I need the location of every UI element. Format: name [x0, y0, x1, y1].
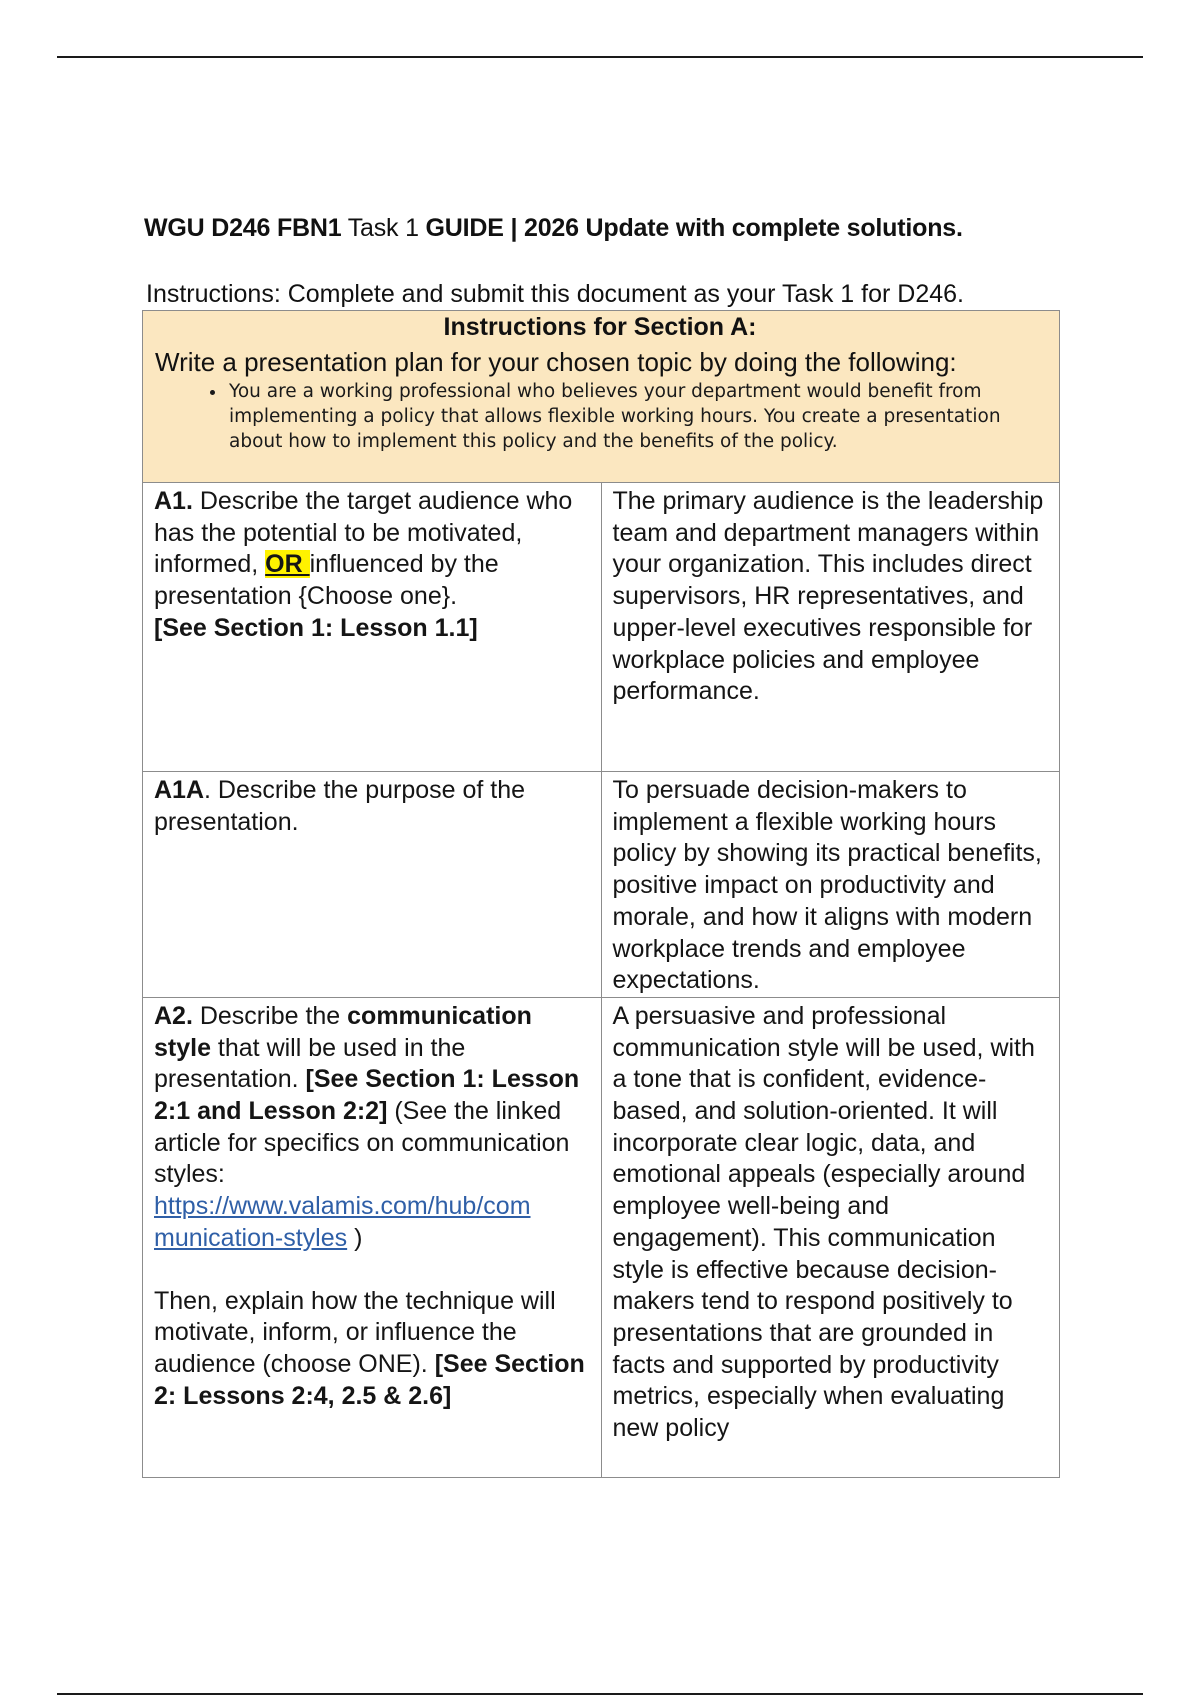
section-a-bullet-list	[155, 379, 1045, 454]
section-a-row	[143, 311, 1060, 483]
section-a-bullet: • You are a working professional who believes your department would benefit from implementing a policy that allows flexible working hours. You create a presentation about how to implement this policy and the benefits of the policy.	[227, 379, 1045, 454]
task-table	[142, 310, 1060, 1478]
a1a-prompt-cell	[143, 772, 602, 998]
a1a-label: A1A	[154, 776, 205, 804]
document-title	[144, 214, 963, 243]
a1-highlight: OR	[265, 550, 310, 579]
section-a-instructions	[143, 311, 1060, 483]
table-row-a1	[143, 483, 1060, 772]
a2-prompt-cell	[143, 997, 602, 1477]
a1a-text: . Describe the purpose of the presentation.	[154, 776, 526, 836]
section-a-heading: Instructions for Section A:	[443, 313, 757, 341]
a2-text: Describe the	[192, 1001, 348, 1030]
title-part-1: WGU D246 FBN1	[144, 214, 342, 242]
valamis-link-part-1: https://www.valamis.com/hub/com	[154, 1192, 531, 1221]
section-a-intro: Write a presentation plan for your chosen topic by doing the following:	[155, 347, 957, 377]
top-rule	[57, 56, 1143, 58]
bottom-rule	[57, 1693, 1143, 1695]
a2-reference-2: [See Section 2: Lessons 2:4, 2.5 & 2.6]	[154, 1349, 585, 1410]
title-part-3: GUIDE | 2026 Update with complete solutions.	[425, 214, 963, 242]
title-part-2: Task 1	[341, 214, 426, 242]
a2-answer-cell[interactable]: A persuasive and professional communication style will be used, with a tone that is confident, evidence-based, and solution-oriented. It will incorporate clear logic, data, and emotional appeals (especially around employee well-being and engagement). This communication style is effective because decision-makers tend to respond positively to presentations that are grounded in facts and supported by productivity metrics, especially when evaluating new policy	[601, 997, 1060, 1477]
a2-label: A2.	[154, 1001, 193, 1030]
a1-text: Describe the target audience who has the potential to be motivated, informed,	[154, 487, 573, 579]
table-row-a1a	[143, 772, 1060, 998]
instructions-line: Instructions: Complete and submit this document as your Task 1 for D246.	[146, 280, 964, 308]
a1-answer-cell[interactable]: The primary audience is the leadership team and department managers within your organization. This includes direct supervisors, HR representatives, and upper-level executives responsible for workplace policies and employee performance.	[601, 483, 1060, 772]
a2-term: communication style	[154, 1001, 532, 1062]
a2-reference-1: [See Section 1: Lesson 2:1 and Lesson 2:2]	[154, 1065, 580, 1126]
a1-text-2: influenced by the presentation {Choose one}.	[154, 550, 499, 611]
a1-prompt-cell	[143, 483, 602, 772]
a1-reference: [See Section 1: Lesson 1.1]	[154, 613, 478, 642]
a1a-answer-cell[interactable]: To persuade decision-makers to implement a flexible working hours policy by showing its practical benefits, positive impact on productivity and morale, and how it aligns with modern workplace trends and employee expectations.	[601, 772, 1060, 998]
valamis-link-part-2: munication-styles	[154, 1223, 348, 1252]
valamis-link[interactable]	[154, 1192, 531, 1252]
a2-text-3: (See the linked article for specifics on communication styles:	[154, 1097, 570, 1189]
a1-label: A1.	[154, 487, 193, 515]
a2-text-4: )	[347, 1223, 363, 1252]
a2-text-2: that will be used in the presentation.	[154, 1033, 466, 1094]
a2-text-5: Then, explain how the technique will motivate, inform, or influence the audience (choose ONE).	[154, 1286, 556, 1378]
paragraph-gap	[154, 1255, 591, 1286]
table-row-a2	[143, 997, 1060, 1477]
